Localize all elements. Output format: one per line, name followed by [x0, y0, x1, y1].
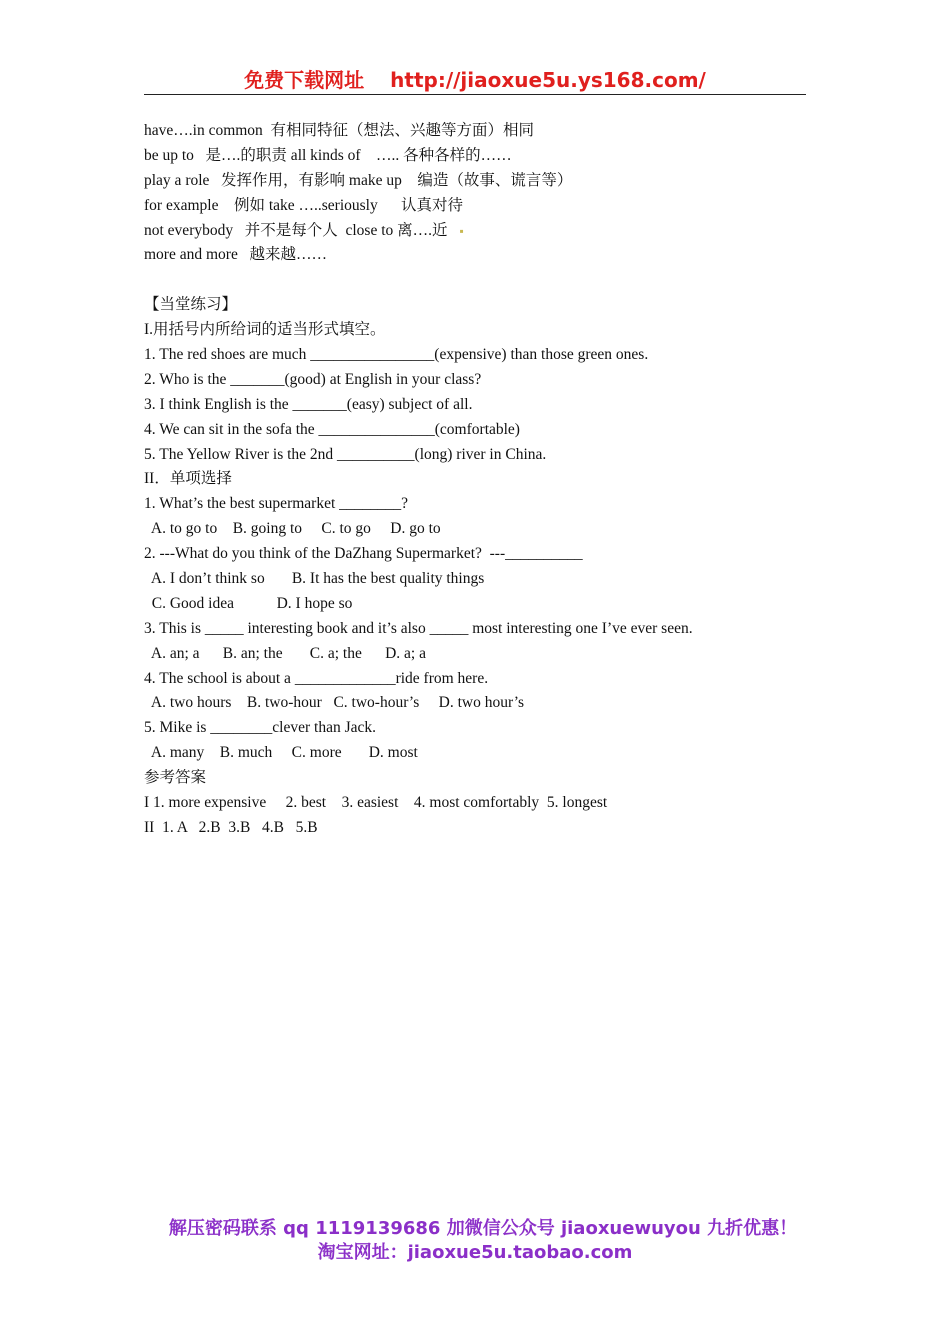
options-line: A. two hours B. two-hour C. two-hour’s D. two hour’s: [144, 694, 525, 712]
speck-mark: ▪: [447, 223, 464, 238]
part2-heading: II．单项选择: [144, 470, 232, 488]
section-title: 【当堂练习】: [144, 296, 238, 314]
options-line: C. Good idea D. I hope so: [144, 594, 353, 612]
document-body: [144, 119, 824, 841]
footer-shop-link[interactable]: 淘宝网址：jiaoxue5u.taobao.com: [317, 1242, 633, 1263]
question-item: 2. Who is the _______(good) at English in your class?: [144, 370, 482, 388]
question-line: 3. This is _____ interesting book and it’s also _____ most interesting one I’ve ever seen.: [144, 619, 693, 637]
part1-heading: I.用括号内所给词的适当形式填空。: [144, 321, 386, 339]
part1-fill-in: [144, 318, 824, 467]
question-line: 1. What’s the best supermarket ________?: [144, 495, 409, 513]
answers-line: I 1. more expensive 2. best 3. easiest 4. most comfortably 5. longest: [144, 794, 608, 812]
options-line: A. many B. much C. more D. most: [144, 744, 418, 762]
phrase-line: for example 例如 take …..seriously 认真对待: [144, 196, 463, 214]
answer-key: [144, 766, 824, 841]
question-item: 4. We can sit in the sofa the _______________(comfortable): [144, 420, 520, 438]
question-item: 1. The red shoes are much ________________(expensive) than those green ones.: [144, 346, 649, 364]
phrase-line: have….in common 有相同特征（想法、兴趣等方面）相同: [144, 122, 535, 139]
spacer: [144, 268, 824, 293]
question-line: 5. Mike is ________clever than Jack.: [144, 719, 377, 737]
answers-line: II 1. A 2.B 3.B 4.B 5.B: [144, 818, 318, 836]
page-footer: [0, 1217, 950, 1265]
question-line: 2. ---What do you think of the DaZhang Supermarket? ---__________: [144, 545, 583, 563]
options-line: A. I don’t think so B. It has the best quality things: [144, 570, 485, 588]
phrase-line: be up to 是….的职责 all kinds of ….. 各种各样的……: [144, 146, 512, 164]
header-site-label: 免费下载网址: [244, 68, 365, 92]
phrase-text: not everybody 并不是每个人 close to 离….近: [144, 221, 448, 239]
phrase-line: play a role 发挥作用，有影响 make up 编造（故事、谎言等）: [144, 171, 573, 189]
answers-heading: 参考答案: [144, 769, 207, 787]
question-item: 3. I think English is the _______(easy) subject of all.: [144, 395, 473, 413]
question-item: 5. The Yellow River is the 2nd __________(long) river in China.: [144, 445, 547, 463]
page-header: [144, 64, 806, 95]
question-line: 4. The school is about a _____________ride from here.: [144, 669, 489, 687]
options-line: A. an; a B. an; the C. a; the D. a; a: [144, 644, 426, 662]
footer-contact: 解压密码联系 qq 1119139686 加微信公众号 jiaoxuewuyou 九折优惠！: [168, 1218, 798, 1239]
phrase-list: [144, 119, 824, 268]
part2-multiple-choice: [144, 467, 824, 766]
header-url-link[interactable]: http://jiaoxue5u.ys168.com/: [390, 68, 706, 92]
phrase-line: [144, 219, 824, 244]
options-line: A. to go to B. going to C. to go D. go to: [144, 520, 441, 538]
phrase-line: more and more 越来越……: [144, 246, 327, 264]
